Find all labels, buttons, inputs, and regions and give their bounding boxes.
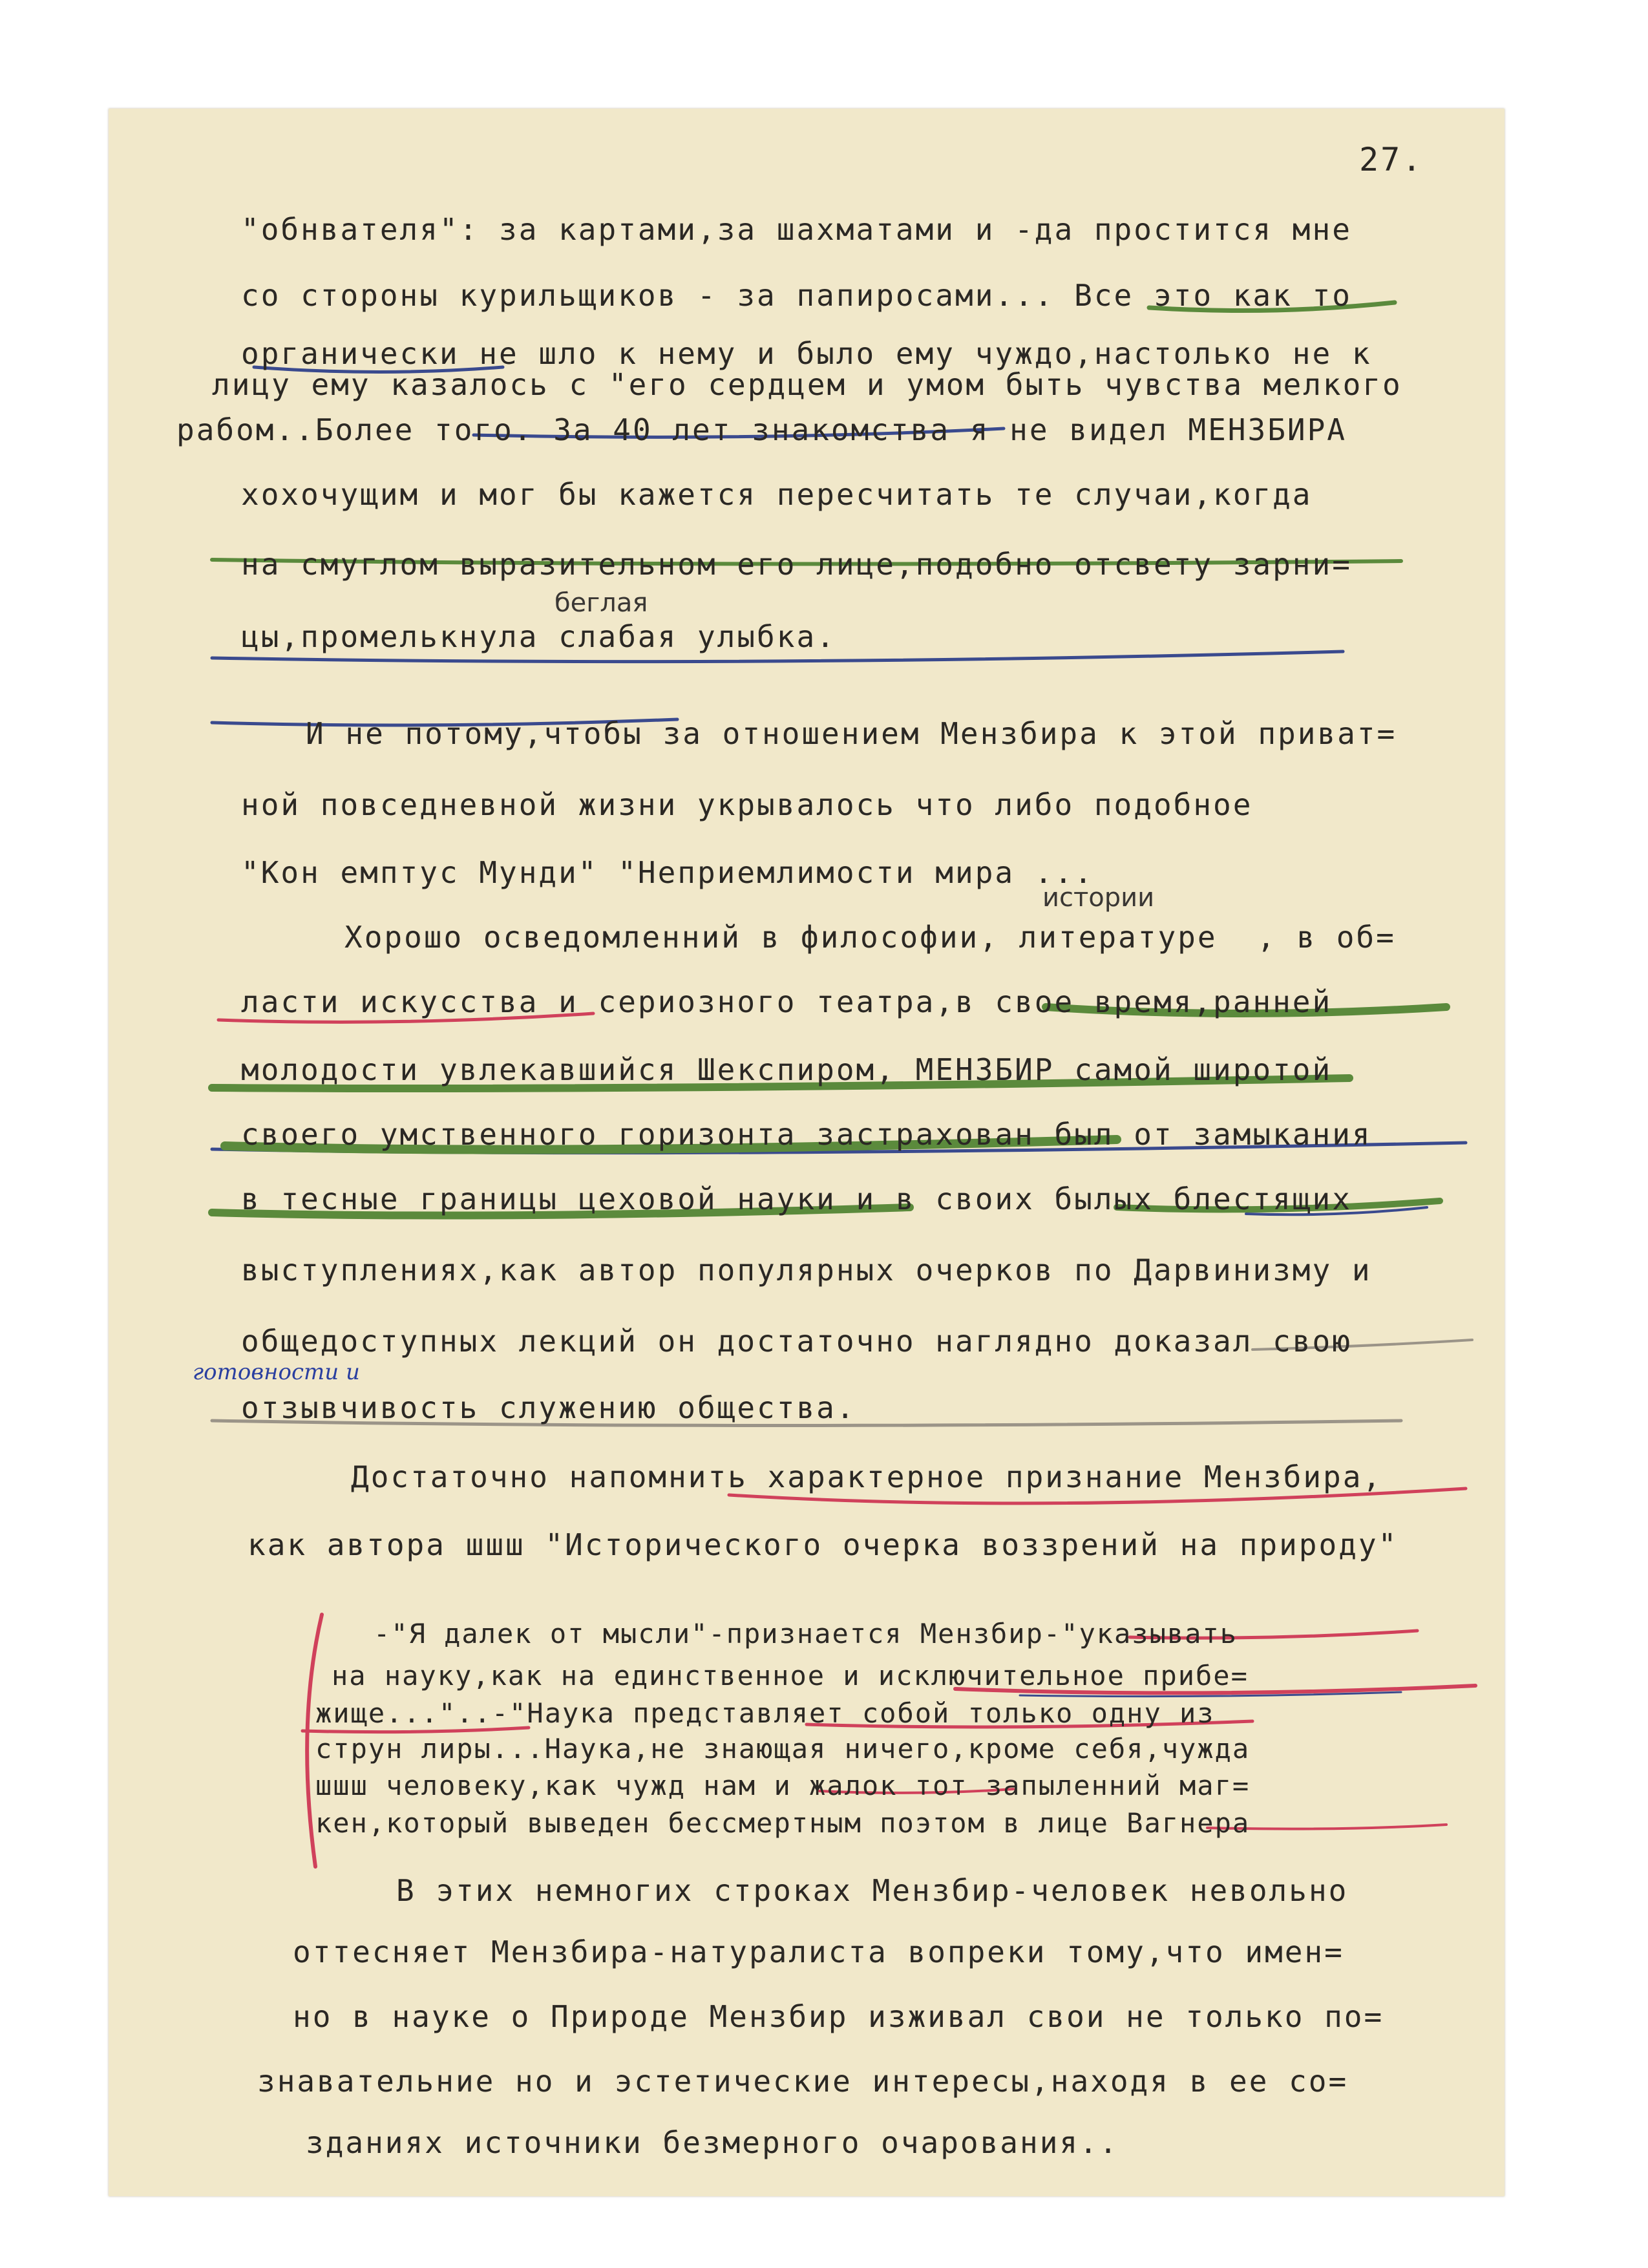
handwritten-insertion: истории [1042,883,1155,913]
quote-line: жище..."..-"Наука представляет собой только одну из [315,1697,1215,1729]
quote-line: шшш человеку,как чужд нам и жалок тот запыленний маг= [315,1770,1251,1801]
margin-note: готовности и [193,1359,360,1385]
page-number: 27. [1359,141,1424,178]
text-line: в тесные границы цеховой науки и в своих былых блестящих [241,1182,1352,1216]
text-line: ной повседневной жизни укрывалось что либо подобное [241,787,1253,822]
text-line: рабом..Более того. За 40 лет знакомства я не видел МЕНЗБИРА [176,412,1347,447]
text-line: зданиях источники безмерного очарования.. [306,2125,1119,2160]
text-line: лицу ему казалось с "его сердцем и умом быть чувства мелкого [212,367,1402,402]
text-line: "обнвателя": за картами,за шахматами и -да простится мне [241,212,1352,247]
text-line: Достаточно напомнить характерное признание Мензбира, [351,1459,1383,1494]
text-line: молодости увлекавшийся Шекспиром, МЕНЗБИР самой широтой [241,1052,1333,1087]
text-line: "Кон емптус Мунди" "Неприемлимости мира ... [241,855,1094,890]
text-line: И не потому,чтобы за отношением Мензбира к этой приват= [306,716,1397,751]
text-line: своего умственного горизонта застрахован был от замыкания [241,1117,1372,1152]
text-line: как автора шшш "Исторического очерка воззрений на природу" [248,1527,1399,1562]
quote-line: на науку,как на единственное и исключительное прибе= [332,1660,1249,1691]
text-line: отзывчивость служению общества. [241,1390,856,1425]
quote-line: струн лиры...Наука,не знающая ничего,кроме себя,чужда [315,1733,1251,1765]
quote-line: -"Я далек от мысли"-признается Мензбир-"указывать [374,1618,1238,1649]
text-line: хохочущим и мог бы кажется пересчитать те случаи,когда [241,477,1313,512]
text-line: органически не шло к нему и было ему чуждо,настолько не к [241,336,1372,371]
text-line: со стороны курильщиков - за папиросами... Все это как то [241,278,1352,313]
text-line: цы,промелькнула слабая улыбка. [241,619,836,654]
text-line: знавательние но и эстетические интересы,находя в ее со= [257,2064,1349,2099]
text-line: оттесняет Мензбира-натуралиста вопреки тому,что имен= [293,1934,1344,1969]
manuscript-sheet [109,109,1505,2196]
handwritten-insertion: беглая [555,588,648,618]
text-line: общедоступных лекций он достаточно наглядно доказал свою [241,1324,1352,1359]
quote-line: кен,который выведен бессмертным поэтом в лице Вагнера [315,1807,1251,1839]
text-line: на смуглом выразительном его лице,подобно отсвету зарни= [241,547,1352,582]
text-line: Хорошо осведомленний в философии, литературе , в об= [344,920,1396,955]
text-line: выступлениях,как автор популярных очерков по Дарвинизму и [241,1253,1372,1288]
text-line: но в науке о Природе Мензбир изживал свои не только по= [293,1999,1384,2034]
text-line: ласти искусства и сериозного театра,в свое время,ранней [241,984,1333,1019]
text-line: В этих немногих строках Мензбир-человек невольно [396,1873,1349,1908]
